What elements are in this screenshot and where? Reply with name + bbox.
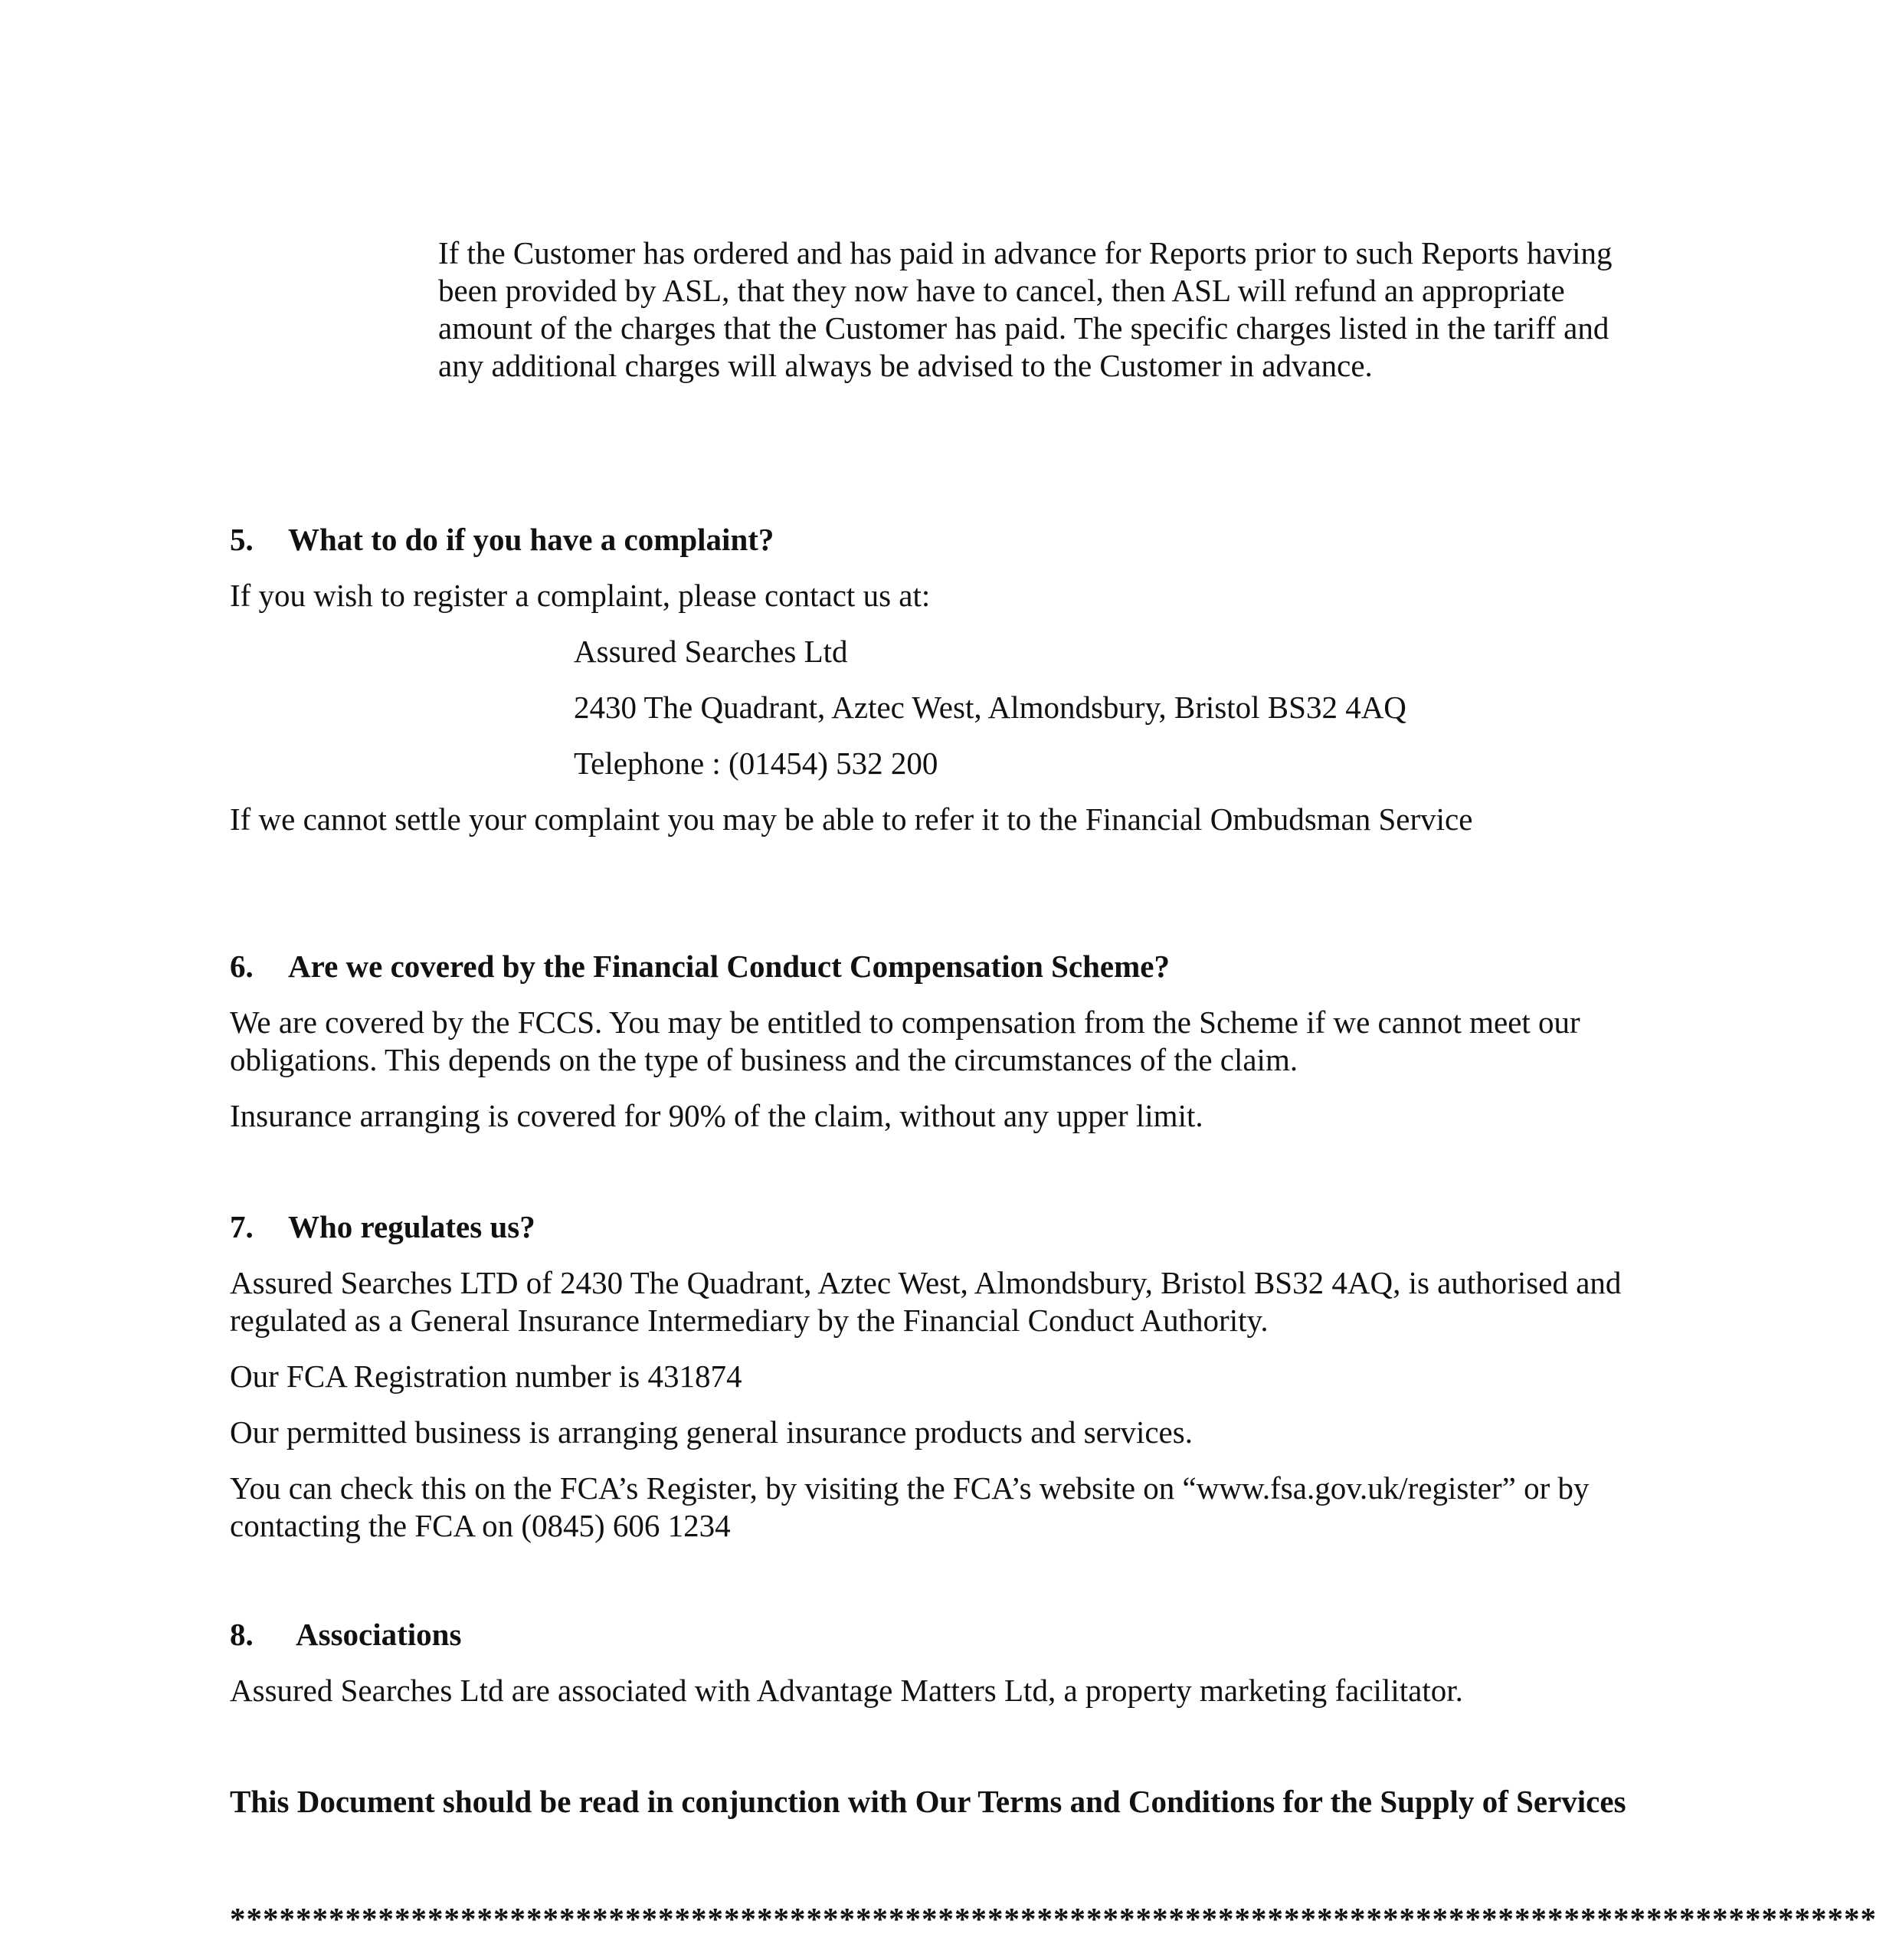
asterisk-separator: ****************************************************************************************************: [230, 1901, 1877, 1936]
section-5-text: If you wish to register a complaint, please contact us at:: [230, 578, 931, 613]
ombudsman-text: If we cannot settle your complaint you may be able to refer it to the Financial Ombudsman Service: [230, 801, 1473, 837]
section-7-heading: [230, 1208, 535, 1246]
section-8-title: Associations: [296, 1617, 462, 1652]
section-6-text: We are covered by the FCCS. You may be entitled to compensation from the Scheme if we cannot meet our obligations. This depends on the type of business and the circumstances of the claim.: [230, 1005, 1580, 1077]
section-6-title: Are we covered by the Financial Conduct Compensation Scheme?: [288, 949, 1170, 984]
section-7-text: Assured Searches LTD of 2430 The Quadrant, Aztec West, Almondsbury, Bristol BS32 4AQ, is authorised and regulated as a General Insurance Intermediary by the Financial Conduct Authority.: [230, 1265, 1622, 1338]
section-7-number: 7.: [230, 1209, 254, 1244]
section-8-text: Assured Searches Ltd are associated with Advantage Matters Ltd, a property marketing facilitator.: [230, 1673, 1463, 1708]
intro-paragraph: If the Customer has ordered and has paid in advance for Reports prior to such Reports having been provided by ASL, that they now have to cancel, then ASL will refund an appropriate amount of the charges that the Customer has paid. The specific charges listed in the tariff and any additional charges will always be advised to the Customer in advance.: [438, 235, 1613, 383]
telephone-line: Telephone : (01454) 532 200: [574, 746, 938, 781]
insurance-coverage-text: Insurance arranging is covered for 90% of the claim, without any upper limit.: [230, 1098, 1203, 1133]
register-check-text: You can check this on the FCA’s Register, by visiting the FCA’s website on “www.fsa.gov.uk/register” or by contacting the FCA on (0845) 606 1234: [230, 1470, 1590, 1543]
closing-note: This Document should be read in conjunction with Our Terms and Conditions for the Supply of Services: [230, 1784, 1626, 1819]
section-5-number: 5.: [230, 522, 254, 557]
permitted-business-text: Our permitted business is arranging general insurance products and services.: [230, 1414, 1193, 1450]
section-8-number: 8.: [230, 1617, 254, 1652]
address-line: 2430 The Quadrant, Aztec West, Almondsbury, Bristol BS32 4AQ: [574, 690, 1406, 725]
section-5-heading: [230, 521, 774, 559]
section-7-title: Who regulates us?: [288, 1209, 535, 1244]
section-5-title: What to do if you have a complaint?: [288, 522, 774, 557]
section-6-number: 6.: [230, 949, 254, 984]
fca-registration-number: Our FCA Registration number is 431874: [230, 1359, 742, 1394]
section-6-heading: [230, 948, 1170, 985]
address-name: Assured Searches Ltd: [574, 634, 848, 669]
section-8-heading: [230, 1616, 461, 1654]
